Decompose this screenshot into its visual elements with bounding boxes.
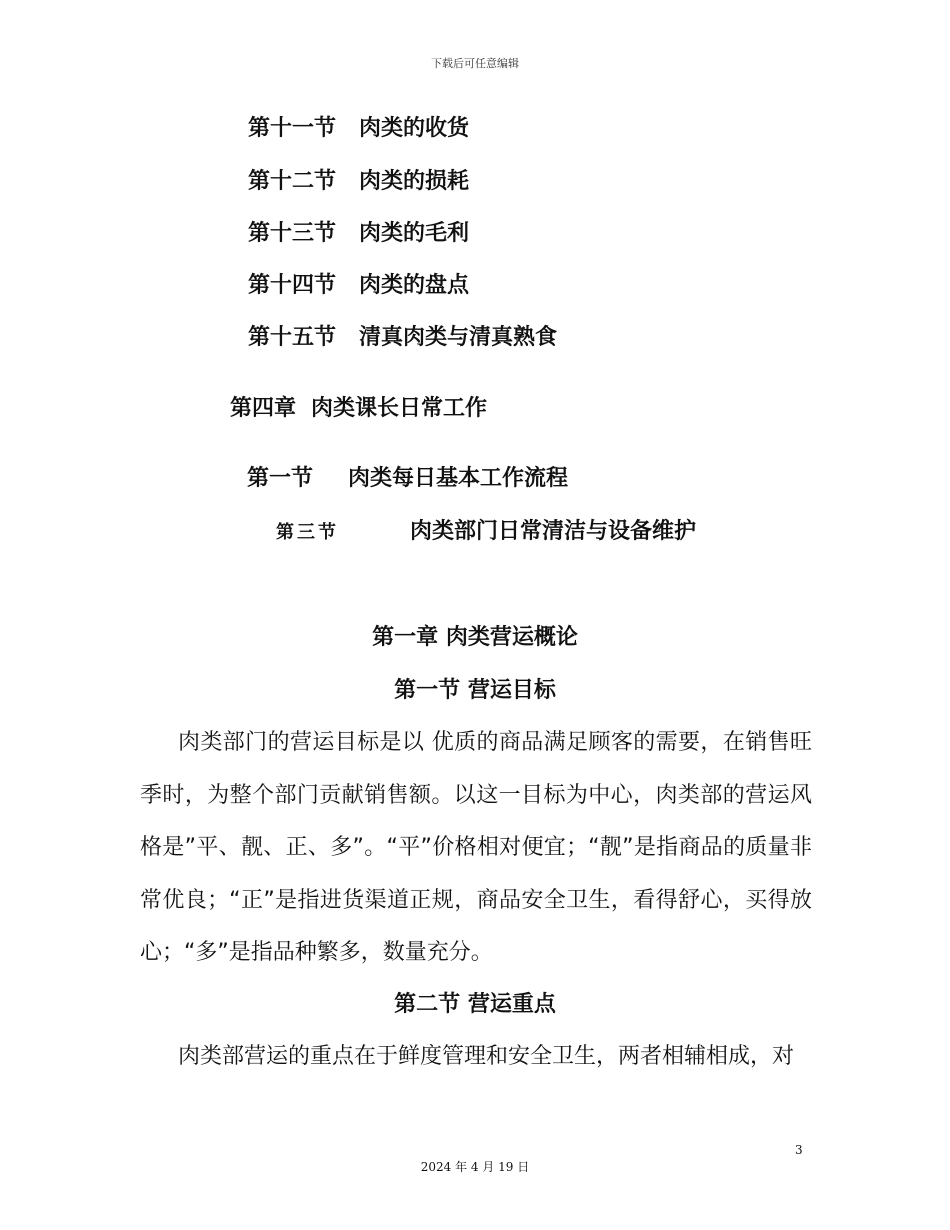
toc-item-title: 肉类每日基本工作流程 (348, 466, 569, 491)
toc-item-number: 第十五节 (248, 325, 337, 350)
body-paragraph: 肉类部门的营运目标是以 优质的商品满足顾客的需要，在销售旺季时，为整个部门贡献销售额。以这一目标为中心，肉类部的营运风格是”平、靓、正、多”。“平”价格相对便宜；“靓”是指商品的质量非常优良；“正”是指进货渠道正规，商品安全卫生，看得舒心，买得放心；“多”是指品种繁多，数量充分。 (140, 730, 812, 965)
page-number: 3 (795, 1143, 803, 1157)
toc-item-title: 清真肉类与清真熟食 (359, 325, 558, 350)
section-title: 第一节 营运目标 (394, 678, 556, 703)
footer-date: 2024 年 4 月 19 日 (420, 1160, 530, 1174)
header-note: 下载后可任意编辑 (431, 57, 519, 70)
toc-item-title: 肉类的毛利 (359, 221, 470, 246)
toc-item-number: 第一节 (247, 466, 314, 491)
toc-chapter-title: 肉类课长日常工作 (311, 396, 488, 421)
toc-chapter-number: 第四章 (230, 396, 297, 421)
toc-item[interactable] (248, 223, 469, 245)
chapter-title: 第一章 肉类营运概论 (372, 625, 578, 650)
toc-item-title: 肉类的损耗 (359, 169, 470, 194)
toc-item[interactable] (276, 521, 696, 543)
toc-item[interactable] (248, 118, 469, 140)
section-title: 第二节 营运重点 (394, 992, 556, 1017)
toc-item[interactable] (247, 468, 568, 490)
toc-item-title: 肉类的盘点 (359, 273, 470, 298)
toc-item-number: 第十三节 (248, 221, 337, 246)
toc-item-title: 肉类部门日常清洁与设备维护 (410, 519, 697, 544)
toc-item-number: 第十一节 (248, 116, 337, 141)
toc-item[interactable] (248, 275, 469, 297)
toc-item-number: 第三节 (276, 522, 339, 543)
toc-item-title: 肉类的收货 (359, 116, 470, 141)
toc-item-number: 第十四节 (248, 273, 337, 298)
toc-chapter[interactable] (230, 398, 487, 420)
toc-item[interactable] (248, 327, 557, 349)
toc-item[interactable] (248, 171, 469, 193)
toc-item-number: 第十二节 (248, 169, 337, 194)
body-paragraph: 肉类部营运的重点在于鲜度管理和安全卫生，两者相辅相成，对 (178, 1044, 795, 1069)
